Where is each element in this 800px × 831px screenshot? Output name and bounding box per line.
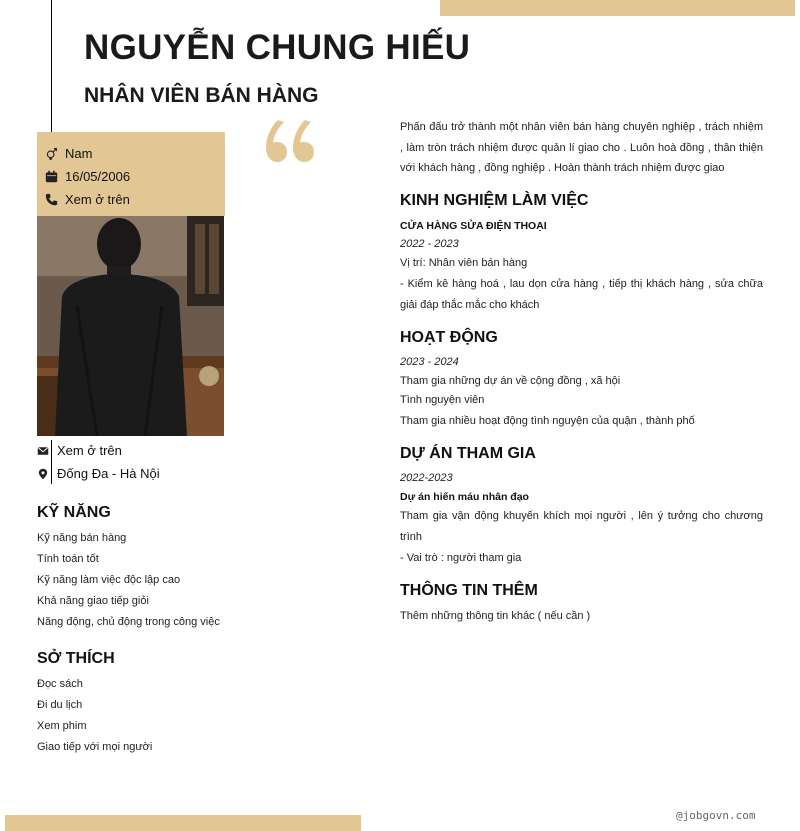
dob-value: 16/05/2006 (65, 168, 131, 184)
personal-info-box (37, 132, 225, 216)
skill-item: Kỹ năng bán hàng (37, 532, 127, 544)
gender-value: Nam (65, 145, 93, 161)
project-description: Tham gia vận động khuyến khích mọi người , lên ý tưởng cho chương trình (400, 510, 763, 543)
top-accent-bar (440, 0, 795, 16)
gender-row (45, 143, 92, 163)
location-icon (37, 468, 49, 480)
activities-title: HOẠT ĐỘNG (400, 329, 498, 346)
skills-title: KỸ NĂNG (37, 504, 111, 521)
quote-icon (264, 110, 316, 179)
address-row (37, 466, 160, 481)
experience-description: - Kiểm kê hàng hoá , lau dọn cửa hàng , tiếp thị khách hàng , sửa chữa giải đáp thắc mắc cho khách (400, 278, 763, 311)
vertical-divider (51, 0, 52, 132)
dob-row (45, 166, 130, 186)
address-value: Đống Đa - Hà Nội (57, 466, 160, 481)
experience-position: Vị trí: Nhân viên bán hàng (400, 257, 528, 269)
calendar-icon (45, 170, 58, 183)
experience-period: 2022 - 2023 (400, 238, 459, 250)
career-objective: Phấn đấu trở thành một nhân viên bán hàng chuyên nghiệp , trách nhiệm , làm tròn trách nhiệm được quản lí giao cho . Luôn hoà đồng , thân thiện với khách hàng , đồng nghiệp . Hoàn thành trách nhiệm được giao (400, 121, 763, 174)
hobby-item: Đọc sách (37, 678, 83, 690)
candidate-role: NHÂN VIÊN BÁN HÀNG (84, 84, 319, 107)
skill-item: Năng động, chủ động trong công việc (37, 616, 220, 628)
phone-icon (45, 193, 58, 206)
experience-company: CỬA HÀNG SỬA ĐIỆN THOẠI (400, 220, 547, 232)
activities-period: 2023 - 2024 (400, 356, 459, 368)
extra-title: THÔNG TIN THÊM (400, 582, 538, 599)
extra-text: Thêm những thông tin khác ( nếu cần ) (400, 610, 591, 622)
projects-title: DỰ ÁN THAM GIA (400, 445, 536, 462)
footer-credit: @jobgovn.com (676, 809, 756, 822)
skill-item: Tính toán tốt (37, 553, 99, 565)
project-name: Dự án hiến máu nhân đạo (400, 491, 529, 503)
skill-item: Khả năng giao tiếp giỏi (37, 595, 149, 607)
phone-row (45, 189, 130, 209)
email-value: Xem ở trên (57, 443, 122, 458)
hobby-item: Giao tiếp với mọi người (37, 741, 153, 753)
profile-photo (37, 216, 224, 436)
hobby-item: Đi du lịch (37, 699, 83, 711)
candidate-name: NGUYỄN CHUNG HIẾU (84, 28, 471, 67)
mail-icon (37, 445, 49, 457)
project-role: - Vai trò : người tham gia (400, 552, 522, 564)
activity-line: Tình nguyện viên (400, 394, 485, 406)
email-row (37, 443, 122, 458)
projects-period: 2022-2023 (400, 472, 453, 484)
experience-title: KINH NGHIỆM LÀM VIỆC (400, 192, 589, 209)
activity-line: Tham gia nhiều hoạt động tình nguyện của quận , thành phố (400, 415, 695, 427)
bottom-accent-bar (5, 815, 361, 831)
gender-icon (45, 147, 58, 160)
phone-value: Xem ở trên (65, 191, 130, 207)
hobbies-title: SỞ THÍCH (37, 650, 115, 667)
skill-item: Kỹ năng làm việc độc lập cao (37, 574, 181, 586)
hobby-item: Xem phim (37, 720, 87, 732)
activity-line: Tham gia những dự án về cộng đồng , xã hội (400, 375, 621, 387)
